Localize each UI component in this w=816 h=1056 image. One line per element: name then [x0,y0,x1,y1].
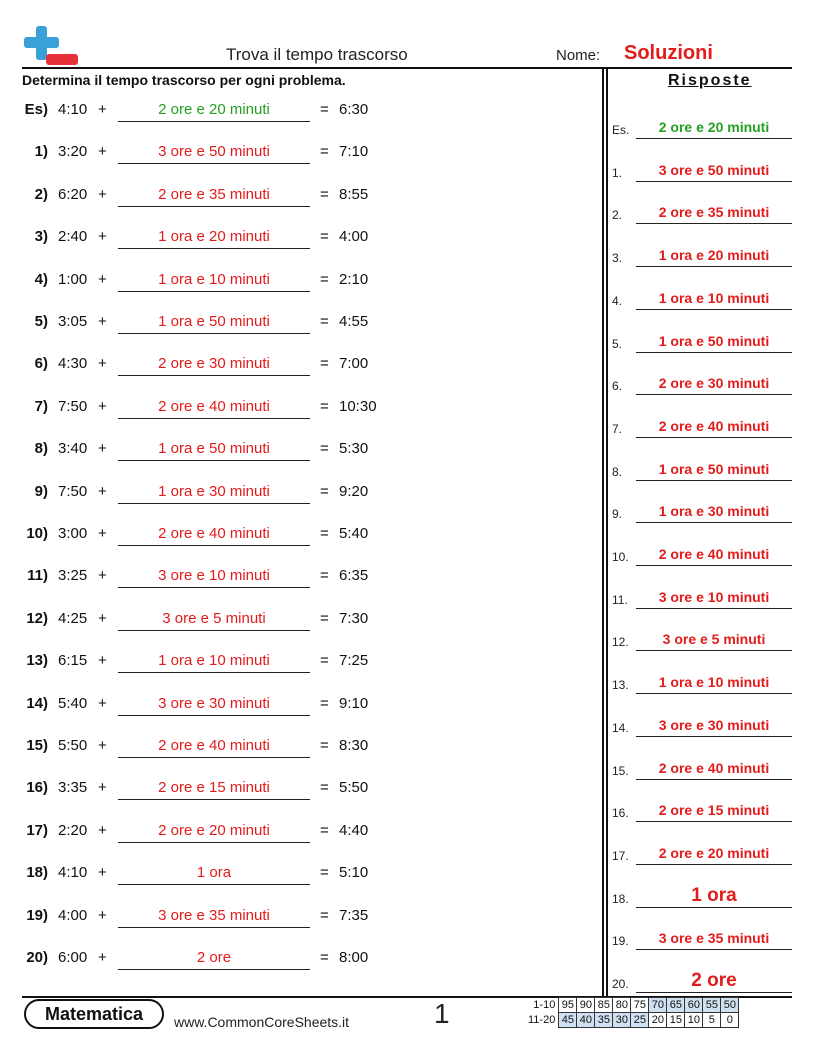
score-cell: 0 [721,1013,739,1028]
answer-number: 15. [612,763,629,778]
equals-sign: = [320,482,329,500]
end-time: 8:55 [339,185,369,203]
score-cell: 65 [667,998,685,1013]
start-time: 6:00 [58,949,88,966]
elapsed-answer-blank[interactable]: 3 ore e 30 minuti [118,695,310,716]
answer-value: 1 ora e 10 minuti [636,287,792,310]
answer-number: 4. [612,293,623,308]
answer-number: 20. [612,977,629,991]
score-cell: 40 [577,1013,595,1028]
plus-sign: + [98,397,107,415]
problem-row [22,483,402,505]
end-time: 9:20 [339,482,369,500]
start-time: 3:40 [58,440,88,458]
answer-row [612,243,792,267]
end-time: 4:00 [339,228,369,246]
elapsed-answer-blank[interactable]: 2 ore e 20 minuti [118,101,310,122]
answer-value: 2 ore e 40 minuti [636,415,792,438]
answer-row [612,329,792,353]
elapsed-answer-blank[interactable]: 3 ore e 5 minuti [118,610,310,631]
end-time: 7:25 [339,652,369,670]
score-cell: 45 [559,1013,577,1028]
score-cell: 75 [631,998,649,1013]
end-time: 7:35 [339,906,369,924]
start-time: 2:40 [58,228,88,246]
start-time: 4:00 [58,906,88,924]
elapsed-answer-blank[interactable]: 2 ore [118,949,310,970]
elapsed-answer-blank[interactable]: 2 ore e 30 minuti [118,355,310,376]
answer-value: 3 ore e 35 minuti [636,927,792,950]
score-table [526,997,739,1028]
start-time: 3:05 [58,313,88,330]
end-time: 8:30 [339,737,369,754]
answer-row [612,200,792,224]
equals-sign: = [320,440,329,458]
score-range-label: 1-10 [533,999,556,1011]
problem-row [22,355,402,377]
equals-sign: = [320,821,329,839]
plus-sign: + [98,694,107,712]
plus-sign: + [98,440,107,458]
equals-sign: = [320,101,329,118]
score-cell: 25 [631,1013,649,1028]
elapsed-answer-blank[interactable]: 1 ora e 10 minuti [118,652,310,673]
problem-number: 19) [26,906,48,924]
problem-number: 14) [26,694,48,712]
plus-sign: + [98,185,107,203]
answer-number: 12. [612,635,629,650]
answer-number: 19. [612,934,629,949]
answer-value: 2 ore e 30 minuti [636,372,792,395]
problem-row [22,398,402,420]
plus-sign: + [98,949,107,966]
plus-sign: + [98,609,107,627]
elapsed-answer-blank[interactable]: 3 ore e 10 minuti [118,567,310,588]
end-time: 4:55 [339,313,369,330]
problem-number: 15) [26,737,48,754]
problem-row [22,440,402,462]
start-time: 4:10 [58,101,88,118]
answer-row [612,414,792,438]
problem-row [22,228,402,250]
plus-sign: + [98,779,107,797]
elapsed-answer-blank[interactable]: 3 ore e 35 minuti [118,907,310,928]
score-cell: 10 [685,1013,703,1028]
plus-sign: + [98,313,107,330]
elapsed-answer-blank[interactable]: 2 ore e 40 minuti [118,398,310,419]
answer-row [612,457,792,481]
start-time: 5:50 [58,737,88,754]
plus-sign: + [98,525,107,542]
start-time: 3:35 [58,779,88,797]
answer-value: 3 ore e 50 minuti [636,159,792,182]
equals-sign: = [320,609,329,627]
answer-value: 2 ore e 40 minuti [636,757,792,780]
answer-value: 3 ore e 10 minuti [636,586,792,609]
problem-number: 16) [26,779,48,797]
plus-sign: + [98,228,107,246]
answer-value: 2 ore [636,970,792,993]
end-time: 10:30 [339,397,377,415]
answer-number: 5. [612,336,623,351]
problem-number: 10) [26,525,48,542]
start-time: 3:20 [58,143,88,161]
score-cell: 90 [577,998,595,1013]
score-row [526,1013,739,1028]
problem-row [22,610,402,632]
answer-value: 2 ore e 20 minuti [636,842,792,865]
plus-sign: + [98,737,107,754]
elapsed-answer-blank[interactable]: 1 ora e 20 minuti [118,228,310,249]
start-time: 2:20 [58,821,88,839]
header-divider [22,67,792,69]
elapsed-answer-blank[interactable]: 1 ora e 10 minuti [118,271,310,292]
start-time: 5:40 [58,694,88,712]
answer-value: 1 ora e 20 minuti [636,244,792,267]
score-cell: 70 [649,998,667,1013]
elapsed-answer-blank[interactable]: 2 ore e 40 minuti [118,737,310,758]
problem-number: 13) [26,652,48,670]
end-time: 5:40 [339,525,369,542]
equals-sign: = [320,694,329,712]
answer-value: 2 ore e 20 minuti [636,116,792,139]
equals-sign: = [320,313,329,330]
problem-number: 5) [34,313,48,330]
answer-number: 6. [612,379,623,394]
answer-number: 1. [612,165,623,180]
start-time: 7:50 [58,397,88,415]
equals-sign: = [320,143,329,161]
answer-value: 1 ora [636,885,792,908]
end-time: 6:30 [339,101,369,118]
plus-sign: + [98,567,107,585]
end-time: 6:35 [339,567,369,585]
problem-number: 7) [34,397,48,415]
answer-number: 8. [612,464,623,479]
answer-row [612,713,792,737]
logo-plus-minus-icon [22,24,80,68]
elapsed-answer-blank[interactable]: 2 ore e 20 minuti [118,822,310,843]
answer-row [612,627,792,651]
answer-number: 14. [612,720,629,735]
plus-sign: + [98,355,107,373]
start-time: 4:10 [58,864,88,882]
answer-value: 2 ore e 35 minuti [636,201,792,224]
score-cell: 80 [613,998,631,1013]
end-time: 4:40 [339,821,369,839]
problem-number: 4) [34,270,48,288]
end-time: 7:30 [339,609,369,627]
problem-row [22,313,402,335]
end-time: 7:00 [339,355,369,373]
equals-sign: = [320,949,329,966]
answer-row [612,286,792,310]
problem-number: 6) [34,355,48,373]
equals-sign: = [320,355,329,373]
problem-row [22,186,402,208]
elapsed-answer-blank[interactable]: 1 ora [118,864,310,885]
answer-number: 17. [612,848,629,863]
page-number: 1 [434,998,450,1029]
score-cell: 85 [595,998,613,1013]
column-divider-left [602,67,604,997]
plus-sign: + [98,821,107,839]
column-divider-right [606,67,608,997]
problem-row [22,864,402,886]
equals-sign: = [320,397,329,415]
problem-number: 20) [26,949,48,966]
worksheet-title: Trova il tempo trascorso [226,45,408,64]
equals-sign: = [320,270,329,288]
answer-number: 18. [612,891,629,906]
elapsed-answer-blank[interactable]: 1 ora e 50 minuti [118,440,310,461]
equals-sign: = [320,652,329,670]
answer-row [612,115,792,139]
elapsed-answer-blank[interactable]: 1 ora e 30 minuti [118,483,310,504]
problem-row [22,652,402,674]
problem-row [22,101,402,123]
plus-sign: + [98,906,107,924]
end-time: 9:10 [339,694,369,712]
problem-row [22,567,402,589]
answer-row [612,670,792,694]
name-label: Nome: [556,47,601,64]
answer-value: 2 ore e 15 minuti [636,799,792,822]
plus-sign: + [98,864,107,882]
equals-sign: = [320,864,329,882]
problem-row [22,271,402,293]
problem-number: Es) [24,101,48,118]
problem-row [22,143,402,165]
answer-row [612,884,792,908]
end-time: 2:10 [339,270,369,288]
problem-number: 12) [26,609,48,627]
elapsed-answer-blank[interactable]: 1 ora e 50 minuti [118,313,310,334]
problem-number: 2) [34,185,48,203]
problem-number: 1) [34,143,48,161]
answer-row [612,499,792,523]
answer-number: 7. [612,421,623,436]
end-time: 5:10 [339,864,369,882]
answer-number: 11. [612,592,628,607]
elapsed-answer-blank[interactable]: 3 ore e 50 minuti [118,143,310,164]
problem-row [22,695,402,717]
answer-row [612,969,792,993]
answer-row [612,371,792,395]
score-cell: 20 [649,1013,667,1028]
answer-row [612,585,792,609]
score-cell: 50 [721,998,739,1013]
problem-number: 18) [26,864,48,882]
problem-number: 3) [34,228,48,246]
equals-sign: = [320,737,329,754]
plus-sign: + [98,270,107,288]
answer-value: 1 ora e 50 minuti [636,330,792,353]
equals-sign: = [320,228,329,246]
plus-sign: + [98,482,107,500]
end-time: 5:50 [339,779,369,797]
answer-number: 9. [612,507,623,522]
answer-value: 3 ore e 30 minuti [636,714,792,737]
answer-row [612,756,792,780]
equals-sign: = [320,567,329,585]
answer-row [612,542,792,566]
end-time: 7:10 [339,143,369,161]
problem-row [22,737,402,759]
problem-number: 11) [27,567,48,585]
elapsed-answer-blank[interactable]: 2 ore e 40 minuti [118,525,310,546]
elapsed-answer-blank[interactable]: 2 ore e 15 minuti [118,779,310,800]
score-cell: 5 [703,1013,721,1028]
equals-sign: = [320,779,329,797]
answers-heading: Risposte [668,72,752,89]
score-cell: 30 [613,1013,631,1028]
start-time: 3:00 [58,525,88,542]
answer-value: 1 ora e 10 minuti [636,671,792,694]
start-time: 7:50 [58,482,88,500]
answer-value: 2 ore e 40 minuti [636,543,792,566]
problem-row [22,525,402,547]
site-url: www.CommonCoreSheets.it [174,1014,350,1030]
score-cell: 95 [559,998,577,1013]
plus-sign: + [98,143,107,161]
answer-value: 3 ore e 5 minuti [636,628,792,651]
equals-sign: = [320,906,329,924]
problem-row [22,949,402,971]
elapsed-answer-blank[interactable]: 2 ore e 35 minuti [118,186,310,207]
answer-number: 2. [612,208,623,223]
answer-value: 1 ora e 50 minuti [636,458,792,481]
plus-sign: + [98,101,107,118]
equals-sign: = [320,525,329,542]
start-time: 6:20 [58,185,88,203]
start-time: 4:30 [58,355,88,373]
answer-number: Es. [612,123,630,137]
name-value: Soluzioni [624,42,713,64]
problem-number: 9) [34,482,48,500]
start-time: 3:25 [58,567,88,585]
equals-sign: = [320,185,329,203]
score-cell: 55 [703,998,721,1013]
brand-badge: Matematica [24,999,164,1029]
end-time: 8:00 [339,949,369,966]
problem-number: 17) [26,821,48,839]
start-time: 6:15 [58,652,88,670]
answer-row [612,158,792,182]
answer-number: 10. [612,550,629,564]
instructions: Determina il tempo trascorso per ogni problema. [22,72,346,88]
score-cell: 35 [595,1013,613,1028]
score-row [526,998,739,1013]
start-time: 4:25 [58,609,88,627]
answer-row [612,841,792,865]
answer-row [612,798,792,822]
answer-number: 13. [612,678,629,693]
score-cell: 60 [685,998,703,1013]
problem-row [22,907,402,929]
end-time: 5:30 [339,440,369,458]
answer-number: 16. [612,806,629,821]
problem-row [22,779,402,801]
answer-value: 1 ora e 30 minuti [636,500,792,523]
plus-sign: + [98,652,107,670]
score-cell: 15 [667,1013,685,1028]
answer-number: 3. [612,251,623,266]
score-range-label: 11-20 [528,1014,556,1026]
problem-row [22,822,402,844]
problem-number: 8) [34,440,48,458]
start-time: 1:00 [58,270,88,288]
answer-row [612,926,792,950]
